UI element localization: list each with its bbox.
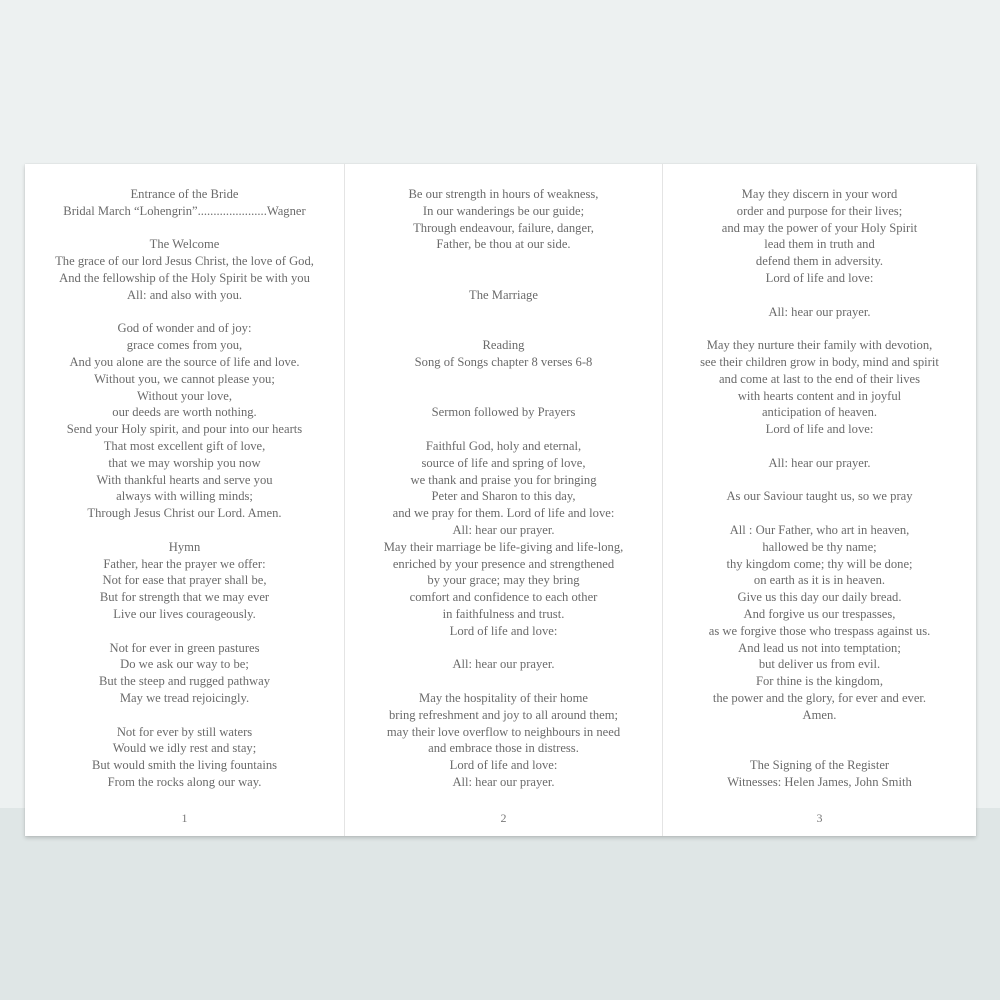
text-line: And lead us not into temptation; [738,640,901,655]
text-line: enriched by your presence and strengthened [392,556,615,571]
text-line: Lord of life and love: [449,623,558,638]
text-line: All: hear our prayer. [768,304,871,319]
text-line: and embrace those in distress. [428,741,579,756]
blank-line [345,371,662,388]
text-line: Not for ever in green pastures [109,640,260,655]
text-line: on earth as it is in heaven. [753,573,886,588]
text-line: May their marriage be life-giving and life-long, [383,539,624,554]
text-line: with hearts content and in joyful [737,388,902,403]
blank-line [25,623,344,640]
blank-line [345,640,662,657]
text-line: Live our lives courageously. [113,606,256,621]
text-line: Faithful God, holy and eternal, [425,438,582,453]
text-line: May the hospitality of their home [419,690,588,705]
text-line: Father, be thou at our side. [436,237,571,252]
text-line: Not for ever by still waters [116,724,253,739]
text-line: But the steep and rugged pathway [98,674,271,689]
text-line: source of life and spring of love, [421,455,586,470]
blank-line [663,472,976,489]
text-line: Father, hear the prayer we offer: [103,556,266,571]
text-line: but deliver us from evil. [758,657,881,672]
text-line: All : Our Father, who art in heaven, [729,522,910,537]
page-1-text [25,186,344,791]
text-line: see their children grow in body, mind and spirit [700,354,939,369]
text-line: defend them in adversity. [755,254,884,269]
text-line: grace comes from you, [126,338,243,353]
text-line: But for strength that we may ever [99,590,270,605]
text-line: All: hear our prayer. [452,657,555,672]
text-line: Send your Holy spirit, and pour into our hearts [66,422,303,437]
text-line: All: hear our prayer. [768,455,871,470]
text-line: Witnesses: Helen James, John Smith [727,774,912,789]
page-2-text [345,186,662,791]
text-line: God of wonder and of joy: [117,321,252,336]
text-line: Give us this day our daily bread. [737,590,902,605]
text-line: Sermon followed by Prayers [431,405,576,420]
text-line: Bridal March “Lohengrin”......................Wagner [63,203,306,218]
text-line: That most excellent gift of love, [103,438,266,453]
text-line: always with willing minds; [116,489,253,504]
blank-line [663,287,976,304]
text-line: Lord of life and love: [449,758,558,773]
text-line: Entrance of the Bride [130,187,239,201]
blank-line [663,320,976,337]
blank-line [663,505,976,522]
text-line: May they discern in your word [741,187,898,201]
text-line: we thank and praise you for bringing [410,472,597,487]
blank-line [345,673,662,690]
text-line: comfort and confidence to each other [409,590,598,605]
text-line: Peter and Sharon to this day, [431,489,576,504]
text-line: hallowed be thy name; [762,539,877,554]
blank-line [345,304,662,321]
blank-line [663,438,976,455]
page-3-text [663,186,976,791]
text-line: But would smith the living fountains [91,758,278,773]
text-line: Through endeavour, failure, danger, [413,220,594,235]
text-line: And the fellowship of the Holy Spirit be with you [59,270,310,285]
text-line: that we may worship you now [108,455,261,470]
text-line: Through Jesus Christ our Lord. Amen. [87,506,282,521]
text-line: as we forgive those who trespass against us. [708,623,931,638]
blank-line [345,421,662,438]
text-line: For thine is the kingdom, [756,674,883,689]
text-line: All: hear our prayer. [452,522,555,537]
blank-line [25,304,344,321]
page-1 [25,164,344,836]
text-line: All: and also with you. [126,287,243,302]
order-of-service-booklet [25,164,976,836]
text-line: lead them in truth and [764,237,875,252]
text-line: The Marriage [469,287,538,302]
blank-line [663,724,976,741]
text-line: anticipation of heaven. [761,405,878,420]
text-line: Hymn [168,539,201,554]
text-line: thy kingdom come; thy will be done; [726,556,913,571]
page-number-3: 3 [816,811,823,825]
text-line: All: hear our prayer. [452,774,555,789]
page-number-2: 2 [500,811,507,825]
blank-line [345,320,662,337]
text-line: And you alone are the source of life and love. [69,354,300,369]
text-line: May we tread rejoicingly. [119,690,250,705]
blank-line [345,253,662,270]
text-line: The Welcome [149,237,220,252]
blank-line [345,388,662,405]
text-line: May they nurture their family with devotion, [706,338,933,353]
text-line: Without your love, [137,388,232,403]
page-number-1: 1 [181,811,188,825]
text-line: Song of Songs chapter 8 verses 6-8 [414,354,593,369]
text-line: In our wanderings be our guide; [422,203,585,218]
text-line: Lord of life and love: [765,270,874,285]
text-line: may their love overflow to neighbours in need [386,724,621,739]
text-line: our deeds are worth nothing. [112,405,257,420]
background-bottom [0,808,1000,1000]
blank-line [345,270,662,287]
text-line: and we pray for them. Lord of life and love: [392,506,615,521]
blank-line [25,220,344,237]
text-line: Would we idly rest and stay; [112,741,257,756]
text-line: The grace of our lord Jesus Christ, the love of God, [55,254,314,269]
text-line: the power and the glory, for ever and ever. [712,690,927,705]
text-line: Amen. [802,707,837,722]
text-line: Lord of life and love: [765,422,874,437]
text-line: Be our strength in hours of weakness, [408,187,599,201]
text-line: and come at last to the end of their lives [718,371,921,386]
text-line: bring refreshment and joy to all around them; [388,707,619,722]
text-line: Without you, we cannot please you; [94,371,275,386]
text-line: And forgive us our trespasses, [743,606,896,621]
text-line: The Signing of the Register [749,758,890,773]
text-line: Do we ask our way to be; [120,657,249,672]
blank-line [25,522,344,539]
blank-line [25,707,344,724]
text-line: order and purpose for their lives; [736,203,903,218]
text-line: From the rocks along our way. [107,774,262,789]
text-line: Not for ease that prayer shall be, [102,573,267,588]
blank-line [663,740,976,757]
text-line: by your grace; may they bring [427,573,580,588]
text-line: Reading [482,338,525,353]
page-3 [662,164,976,836]
text-line: With thankful hearts and serve you [96,472,273,487]
page-2 [344,164,662,836]
text-line: As our Saviour taught us, so we pray [726,489,913,504]
text-line: in faithfulness and trust. [442,606,565,621]
text-line: and may the power of your Holy Spirit [721,220,918,235]
